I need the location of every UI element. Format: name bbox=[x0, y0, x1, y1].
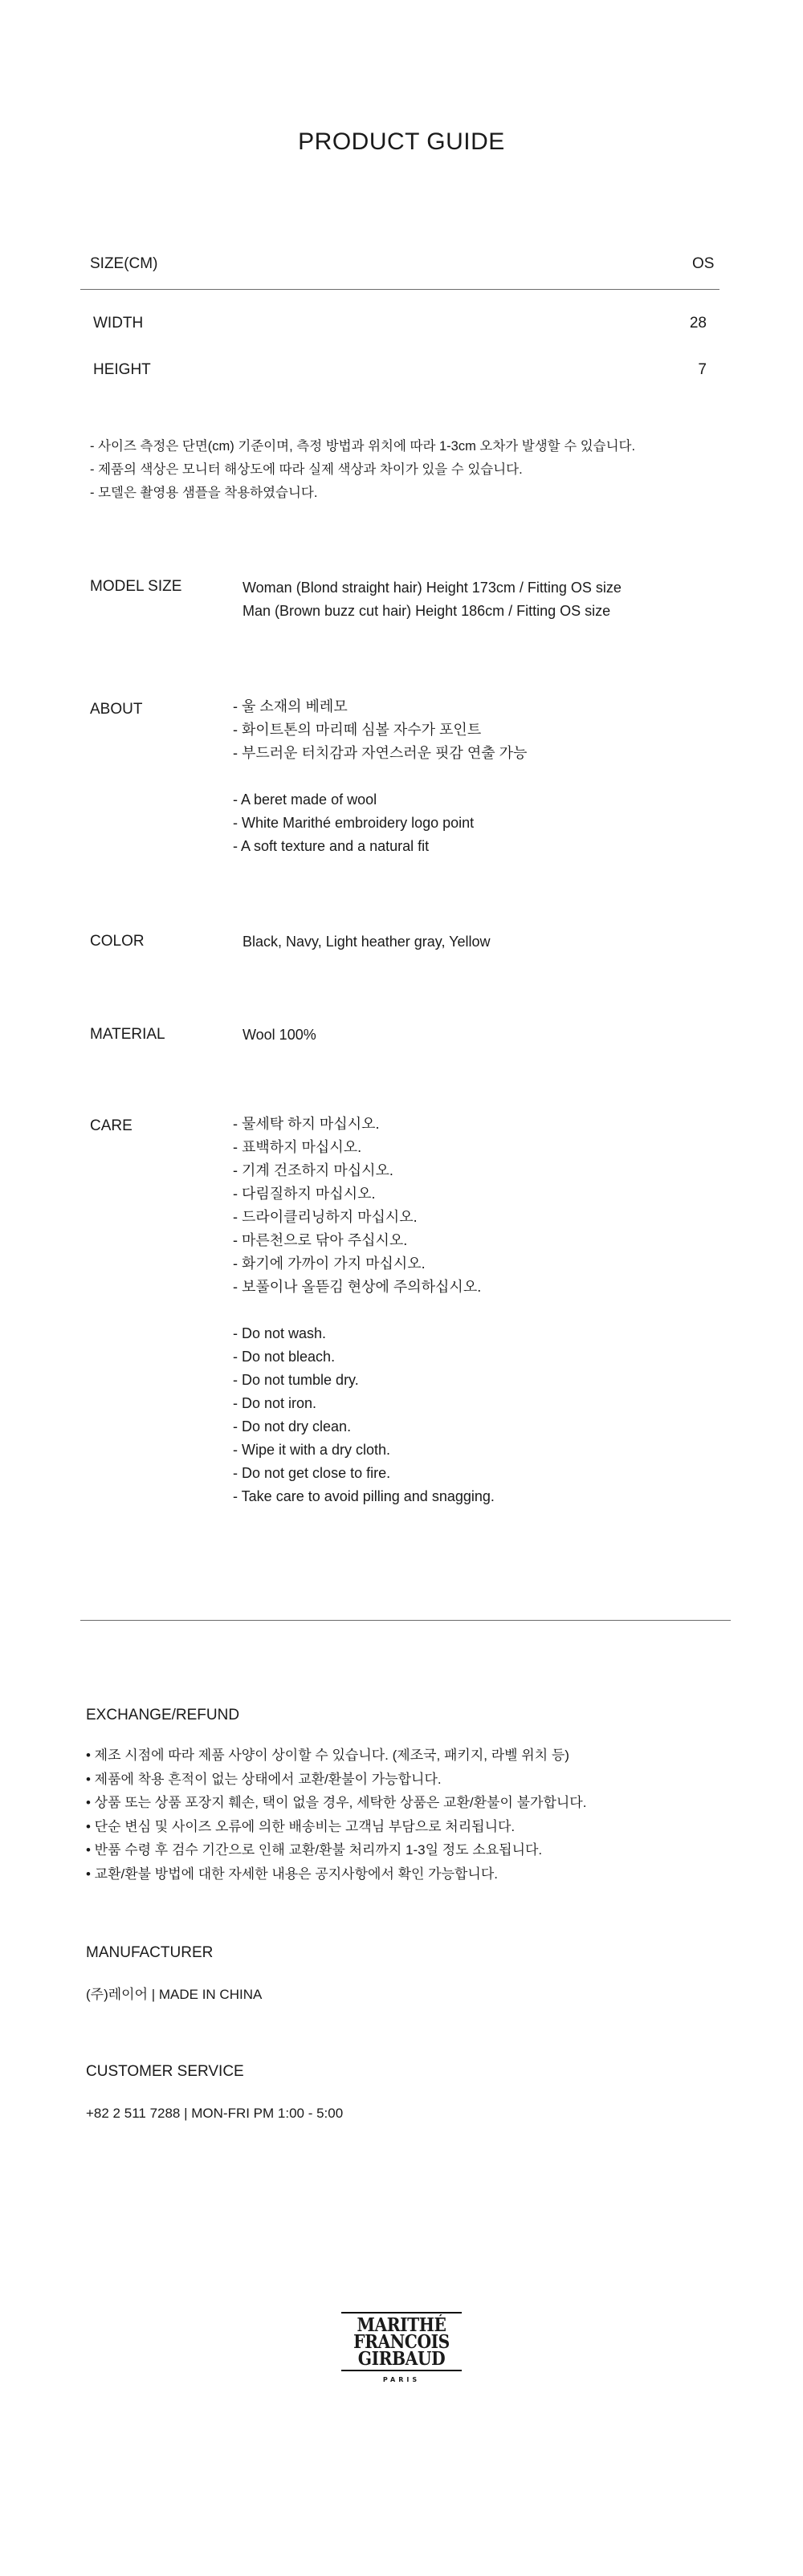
manufacturer-title: MANUFACTURER bbox=[86, 1944, 214, 1961]
logo-word-francois: FRANCOIS bbox=[353, 2331, 450, 2353]
customer-service-title: CUSTOMER SERVICE bbox=[86, 2063, 244, 2080]
exchange-line: • 상품 또는 상품 포장지 훼손, 택이 없을 경우, 세탁한 상품은 교환/환불이 불가합니다. bbox=[86, 1795, 587, 1810]
care-line: - Do not tumble dry. bbox=[233, 1372, 359, 1388]
care-line: - Do not dry clean. bbox=[233, 1418, 352, 1435]
exchange-title: EXCHANGE/REFUND bbox=[86, 1707, 240, 1723]
model-size-line: Man (Brown buzz cut hair) Height 186cm / Fitting OS size bbox=[243, 603, 611, 619]
about-line bbox=[233, 765, 527, 788]
care-line: - 다림질하지 마십시오. bbox=[233, 1186, 376, 1202]
note-line: - 모델은 촬영용 샘플을 착용하였습니다. bbox=[90, 486, 318, 500]
about-line: - 울 소재의 베레모 bbox=[233, 698, 348, 714]
model-size-line: Woman (Blond straight hair) Height 173cm / Fitting OS size bbox=[243, 580, 622, 596]
exchange-line: • 제품에 착용 흔적이 없는 상태에서 교환/환불이 가능합니다. bbox=[86, 1771, 442, 1787]
section-divider bbox=[80, 1620, 731, 1621]
customer-service-text: +82 2 511 7288 | MON-FRI PM 1:00 - 5:00 bbox=[86, 2106, 344, 2121]
manufacturer-text: (주)레이어 | MADE IN CHINA bbox=[86, 1987, 263, 2002]
care-line: - Do not wash. bbox=[233, 1325, 327, 1341]
color-label: COLOR bbox=[90, 933, 145, 950]
care-line: - 마른천으로 닦아 주십시오. bbox=[233, 1232, 408, 1248]
about-line: - 부드러운 터치감과 자연스러운 핏감 연출 가능 bbox=[233, 745, 528, 761]
brand-logo bbox=[341, 2312, 462, 2383]
size-notes bbox=[90, 435, 635, 505]
care-line: - Do not bleach. bbox=[233, 1349, 336, 1365]
size-row-height-value: 7 bbox=[698, 361, 707, 378]
care-line: - Do not iron. bbox=[233, 1395, 317, 1411]
care-line: - 화기에 가까이 가지 마십시오. bbox=[233, 1255, 426, 1272]
size-row-width-label: WIDTH bbox=[93, 315, 144, 332]
care-line bbox=[233, 1299, 495, 1322]
size-header-os: OS bbox=[692, 255, 715, 272]
care-line: - Take care to avoid pilling and snagging. bbox=[233, 1488, 495, 1504]
size-row-width-value: 28 bbox=[689, 315, 707, 332]
size-header-label: SIZE(CM) bbox=[90, 255, 158, 272]
size-table-divider bbox=[80, 289, 719, 290]
care-line: - 표백하지 마십시오. bbox=[233, 1139, 362, 1155]
care-line: - 기계 건조하지 마십시오. bbox=[233, 1162, 393, 1178]
note-line: - 사이즈 측정은 단면(cm) 기준이며, 측정 방법과 위치에 따라 1-3cm 오차가 발생할 수 있습니다. bbox=[90, 439, 636, 454]
about-line: - White Marithé embroidery logo point bbox=[233, 815, 475, 831]
logo-paris: PARIS bbox=[382, 2376, 421, 2383]
note-line: - 제품의 색상은 모니터 해상도에 따라 실제 색상과 차이가 있을 수 있습니다. bbox=[90, 462, 523, 477]
exchange-lines bbox=[86, 1744, 586, 1886]
about-line: - 화이트톤의 마리떼 심볼 자수가 포인트 bbox=[233, 722, 482, 738]
size-row-height-label: HEIGHT bbox=[93, 361, 151, 378]
about-line: - A beret made of wool bbox=[233, 792, 377, 808]
care-line: - Wipe it with a dry cloth. bbox=[233, 1442, 391, 1458]
color-value: Black, Navy, Light heather gray, Yellow bbox=[243, 934, 491, 950]
care-lines bbox=[233, 1113, 495, 1508]
exchange-line: • 교환/환불 방법에 대한 자세한 내용은 공지사항에서 확인 가능합니다. bbox=[86, 1866, 498, 1882]
about-lines bbox=[233, 695, 527, 858]
care-line: - Do not get close to fire. bbox=[233, 1465, 391, 1481]
model-size-values bbox=[243, 576, 622, 623]
about-label: ABOUT bbox=[90, 701, 143, 718]
care-label: CARE bbox=[90, 1117, 132, 1134]
logo-word-girbaud: GIRBAUD bbox=[357, 2348, 446, 2370]
page-title: PRODUCT GUIDE bbox=[298, 128, 505, 155]
care-line: - 보풀이나 올뜯김 현상에 주의하십시오. bbox=[233, 1279, 482, 1295]
about-line: - A soft texture and a natural fit bbox=[233, 838, 430, 854]
model-size-label: MODEL SIZE bbox=[90, 578, 182, 595]
material-value: Wool 100% bbox=[243, 1027, 316, 1043]
exchange-line: • 반품 수령 후 검수 기간으로 인해 교환/환불 처리까지 1-3일 정도 소요됩니다. bbox=[86, 1842, 543, 1858]
exchange-line: • 제조 시점에 따라 제품 사양이 상이할 수 있습니다. (제조국, 패키지, 라벨 위치 등) bbox=[86, 1748, 569, 1763]
care-line: - 드라이클리닝하지 마십시오. bbox=[233, 1209, 418, 1225]
care-line: - 물세탁 하지 마십시오. bbox=[233, 1116, 380, 1132]
logo-word-marithe: MARITHÉ bbox=[357, 2314, 446, 2336]
exchange-line: • 단순 변심 및 사이즈 오류에 의한 배송비는 고객님 부담으로 처리됩니다. bbox=[86, 1818, 516, 1834]
material-label: MATERIAL bbox=[90, 1026, 165, 1043]
